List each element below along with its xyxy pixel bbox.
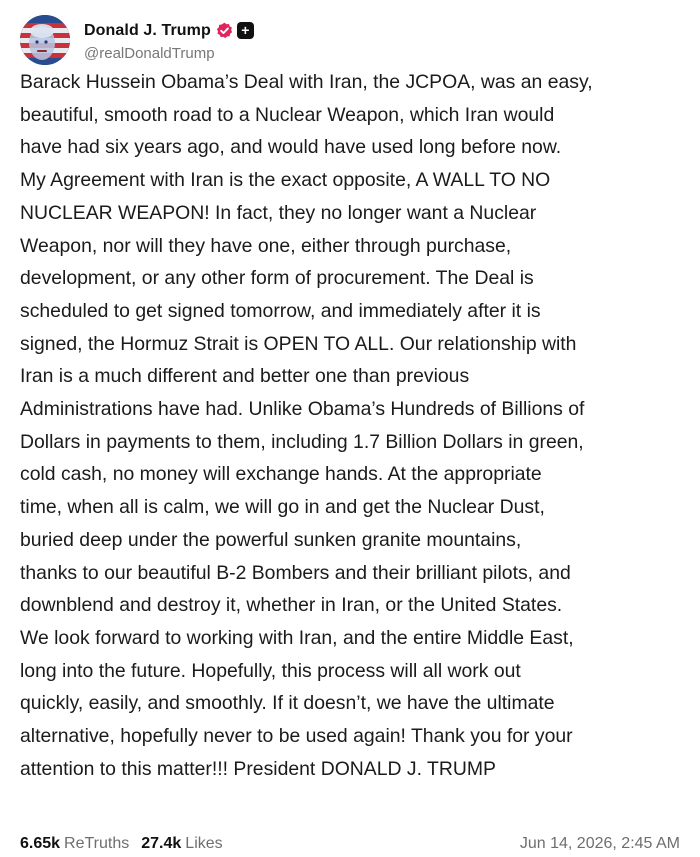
post-header	[20, 14, 254, 66]
name-row	[84, 19, 254, 43]
retruths-count[interactable]: 6.65k	[20, 835, 61, 852]
author-display-name[interactable]: Donald J. Trump	[84, 21, 211, 39]
author-names	[84, 19, 254, 62]
likes-label[interactable]: Likes	[185, 835, 223, 852]
avatar[interactable]	[20, 15, 70, 65]
post-footer	[20, 832, 680, 856]
likes-count[interactable]: 27.4k	[141, 835, 182, 852]
retruths-label[interactable]: ReTruths	[64, 835, 130, 852]
author-handle[interactable]: @realDonaldTrump	[84, 44, 215, 62]
avatar-image	[20, 15, 70, 65]
verified-check-icon	[216, 22, 233, 39]
post-timestamp[interactable]: Jun 14, 2026, 2:45 AM	[519, 835, 680, 852]
plus-icon: +	[237, 22, 254, 39]
post-text: Barack Hussein Obama’s Deal with Iran, the JCPOA, was an easy, beautiful, smooth road to a Nuclear Weapon, which Iran would have had six years ago, and would have used long before now. My Agreement with Iran is the exact opposite, A WALL TO NO NUCLEAR WEAPON! In fact, they no longer want a Nuclear Weapon, nor will they have one, either through purchase, development, or any other form of procurement. The Deal is scheduled to get signed tomorrow, and immediately after it is signed, the Hormuz Strait is OPEN TO ALL. Our relationship with Iran is a much different and better one than previous Administrations have had. Unlike Obama’s Hundreds of Billions of Dollars in payments to them, including 1.7 Billion Dollars in green, cold cash, no money will exchange hands. At the appropriate time, when all is calm, we will go in and get the Nuclear Dust, buried deep under the powerful sunken granite mountains, thanks to our beautiful B-2 Bombers and their brilliant pilots, and downblend and destroy it, whether in Iran, or the United States. We look forward to working with Iran, and the entire Middle East, long into the future. Hopefully, this process will all work out quickly, easily, and smoothly. If it doesn’t, we have the ultimate alternative, hopefully never to be used again! Thank you for your attention to this matter!!! President DONALD J. TRUMP	[20, 71, 593, 780]
